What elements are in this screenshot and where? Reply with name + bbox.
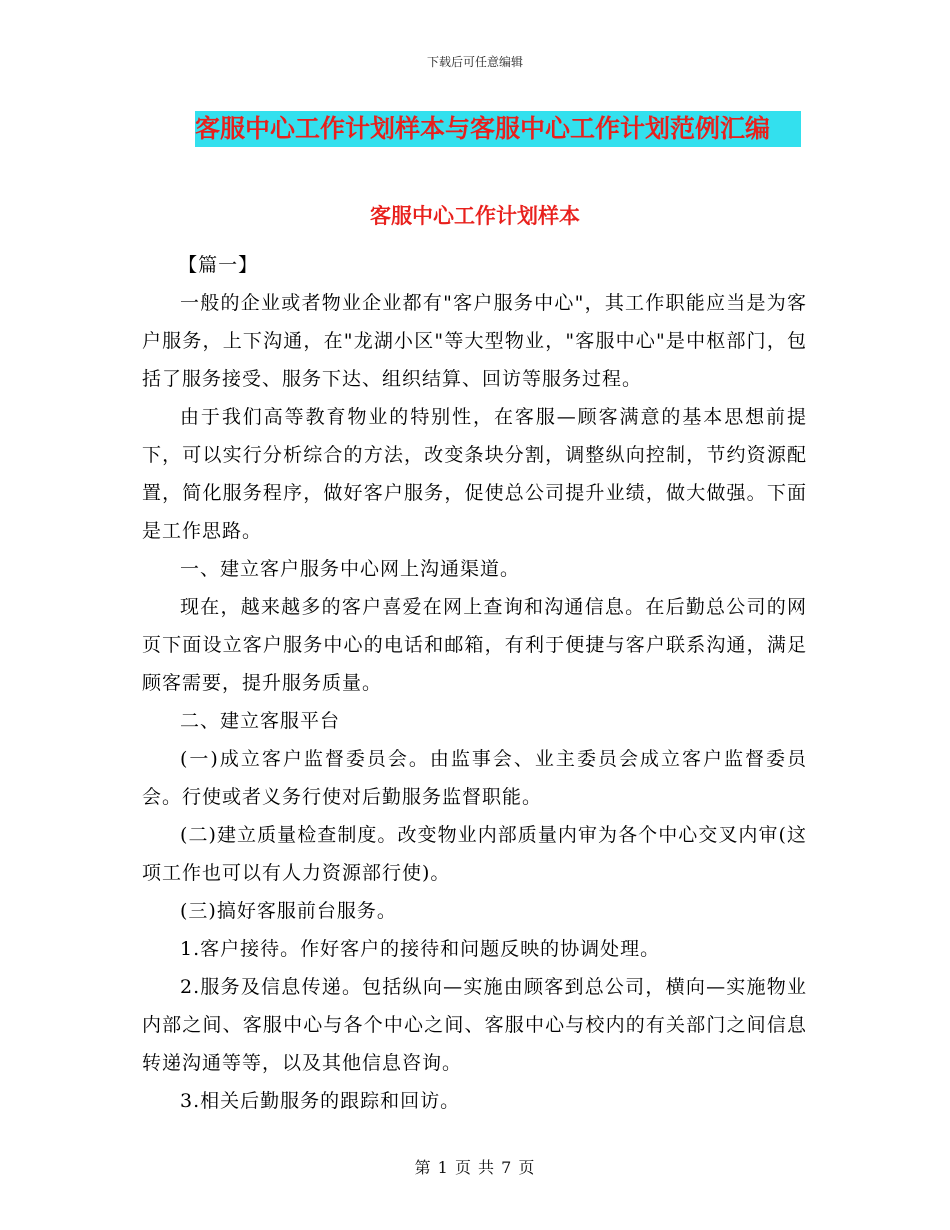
paragraph: 3.相关后勤服务的跟踪和回访。 [180,1090,461,1112]
section-label: 【篇一】 [178,254,259,276]
paragraph: 由于我们高等教育物业的特别性，在客服—顾客满意的基本思想前提下，可以实行分析综合的方法，改变条块分割，调整纵向控制，节约资源配置，简化服务程序，做好客户服务，促使总公司提升业绩，做大做强。下面是工作思路。 [142,406,807,542]
paragraph: 二、建立客服平台 [180,710,341,732]
paragraph: (三)搞好客服前台服务。 [180,900,397,922]
paragraph: (二)建立质量检查制度。改变物业内部质量内审为各个中心交叉内审(这项工作也可以有人力资源部行使)。 [142,824,807,884]
paragraph: 1.客户接待。作好客户的接待和问题反映的协调处理。 [180,938,661,960]
paragraph: 一、建立客户服务中心网上沟通渠道。 [180,558,521,580]
document-sub-title: 客服中心工作计划样本 [370,203,580,228]
paragraph: 一般的企业或者物业企业都有"客户服务中心"，其工作职能应当是为客户服务，上下沟通，在"龙湖小区"等大型物业，"客服中心"是中枢部门，包括了服务接受、服务下达、组织结算、回访等服务过程。 [142,292,807,390]
page-number-footer: 第 1 页 共 7 页 [414,1158,536,1177]
document-main-title: 客服中心工作计划样本与客服中心工作计划范例汇编 [195,111,801,147]
paragraph: 2.服务及信息传递。包括纵向—实施由顾客到总公司，横向—实施物业内部之间、客服中心与各个中心之间、客服中心与校内的有关部门之间信息转递沟通等等，以及其他信息咨询。 [142,976,807,1074]
document-body [142,246,807,1120]
header-note: 下载后可任意编辑 [426,55,523,69]
paragraph: (一)成立客户监督委员会。由监事会、业主委员会成立客户监督委员会。行使或者义务行使对后勤服务监督职能。 [142,748,807,808]
paragraph: 现在，越来越多的客户喜爱在网上查询和沟通信息。在后勤总公司的网页下面设立客户服务中心的电话和邮箱，有利于便捷与客户联系沟通，满足顾客需要，提升服务质量。 [142,596,807,694]
